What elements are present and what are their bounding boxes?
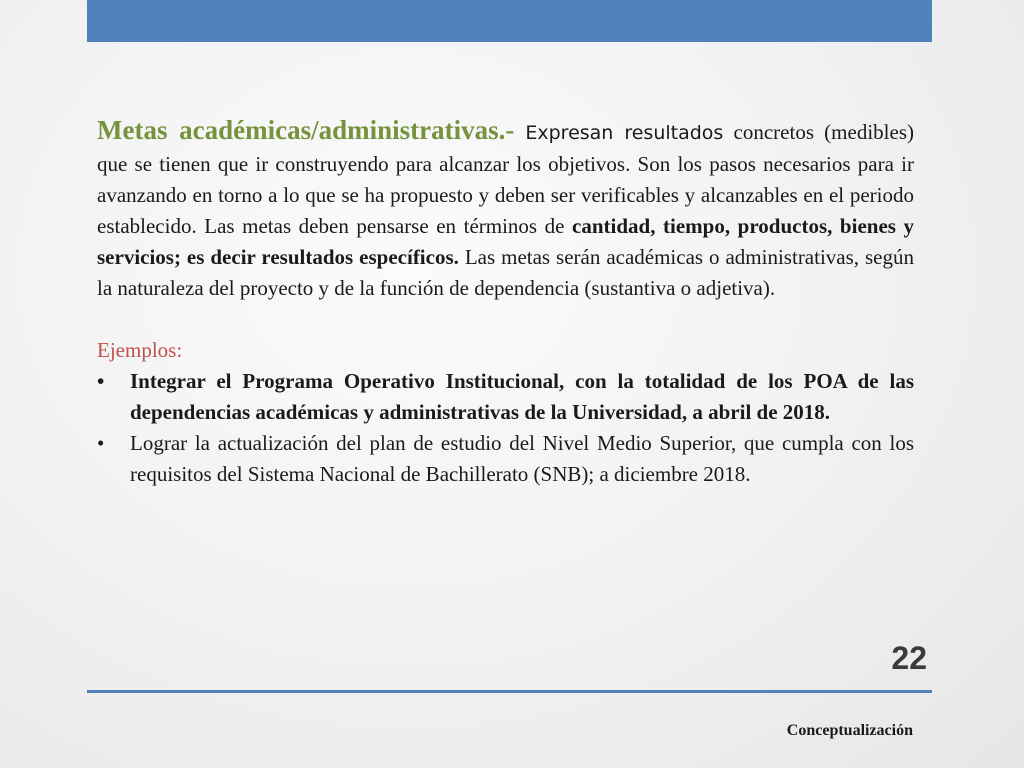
list-item	[97, 366, 914, 428]
top-accent-bar	[87, 0, 932, 42]
page-number: 22	[891, 640, 927, 676]
example-text: Integrar el Programa Operativo Institucional, con la totalidad de los POA de las dependencias académicas y administrativas de la Universidad, a abril de 2018.	[130, 369, 914, 424]
footer-divider	[87, 690, 932, 693]
definition-paragraph	[97, 115, 914, 304]
bullet-icon: •	[97, 369, 105, 393]
body-text-part1: concretos (medibles) que se tienen que ir construyendo para alcanzar los objetivos. Son los pasos necesarios para ir avanzando en torno a lo que se ha propuesto y deben ser verificables y alcanzables en el periodo establecido. Las metas deben pensarse en términos de	[97, 120, 914, 238]
slide-heading: Metas académicas/administrativas.-	[97, 115, 515, 145]
slide-content	[97, 115, 914, 490]
examples-list	[97, 366, 914, 490]
body-text-part2: Las metas serán académicas o administrativas, según la naturaleza del proyecto y de la función de dependencia (sustantiva o adjetiva).	[97, 245, 914, 300]
footer-label: Conceptualización	[786, 722, 913, 739]
bullet-icon: •	[97, 431, 105, 455]
example-text: Lograr la actualización del plan de estudio del Nivel Medio Superior, que cumpla con los requisitos del Sistema Nacional de Bachillerato (SNB); a diciembre 2018.	[130, 431, 914, 486]
body-text-bold: cantidad, tiempo, productos, bienes y servicios; es decir resultados específicos.	[97, 214, 914, 269]
intro-text: Expresan resultados	[514, 122, 724, 144]
list-item	[97, 428, 914, 490]
examples-label: Ejemplos:	[97, 338, 183, 362]
